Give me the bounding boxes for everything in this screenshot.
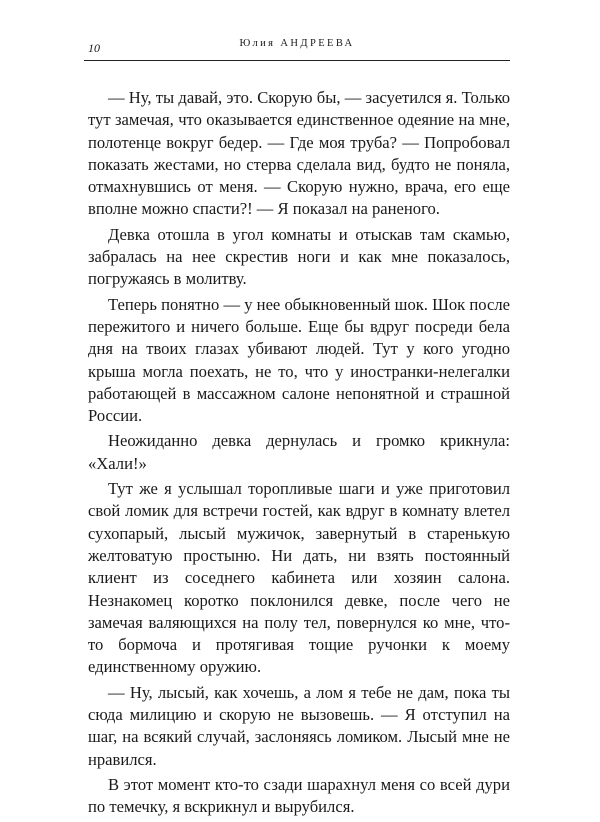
paragraph: Неожиданно девка дернулась и громко крикнула: «Хали!» bbox=[88, 431, 510, 473]
header-rule bbox=[84, 60, 510, 61]
text-body bbox=[88, 87, 510, 822]
paragraph: — Ну, лысый, как хочешь, а лом я тебе не дам, пока ты сюда милицию и скорую не вызовешь. — Я отступил на шаг, на всякий случай, заслоняясь ломиком. Лысый мне не нравился. bbox=[88, 682, 510, 769]
page-header bbox=[84, 34, 510, 56]
paragraph: Девка отошла в угол комнаты и отыскав там скамью, забралась на нее скрестив ноги и как мне показалось, погружаясь в молитву. bbox=[88, 224, 510, 289]
paragraph: Теперь понятно — у нее обыкновенный шок. Шок после пережитого и ничего больше. Еще бы вдруг посреди бела дня на твоих глазах убивают людей. Тут у кого угодно крыша могла поехать, не то, что у иностранки-нелегалки работающей в массажном салоне непонятной и страшной России. bbox=[88, 294, 510, 426]
paragraph: Тут же я услышал торопливые шаги и уже приготовил свой ломик для встречи гостей, как вдруг в комнату влетел сухопарый, лысый мужичок, завернутый в старенькую желтоватую простыню. Ни дать, ни взять постоянный клиент из соседнего кабинета или хозяин салона. Незнакомец коротко поклонился девке, после чего не замечая валяющихся на полу тел, повернулся ко мне, что-то бормоча и протягивая тощие ручонки к моему единственному оружию. bbox=[88, 479, 510, 677]
running-title: Юлия АНДРЕЕВА bbox=[239, 38, 355, 49]
paragraph: — Ну, ты давай, это. Скорую бы, — засуетился я. Только тут замечая, что оказывается единственное одеяние на мне, полотенце вокруг бедер. — Где моя труба? — Попробовал показать жестами, но стерва сделала вид, будто не поняла, отмахнувшись от меня. — Скорую нужно, врача, его еще вполне можно спасти?! — Я показал на раненого. bbox=[88, 88, 510, 219]
paragraph: В этот момент кто-то сзади шарахнул меня со всей дури по темечку, я вскрикнул и вырубился. bbox=[88, 774, 510, 817]
page-number: 10 bbox=[88, 41, 100, 55]
